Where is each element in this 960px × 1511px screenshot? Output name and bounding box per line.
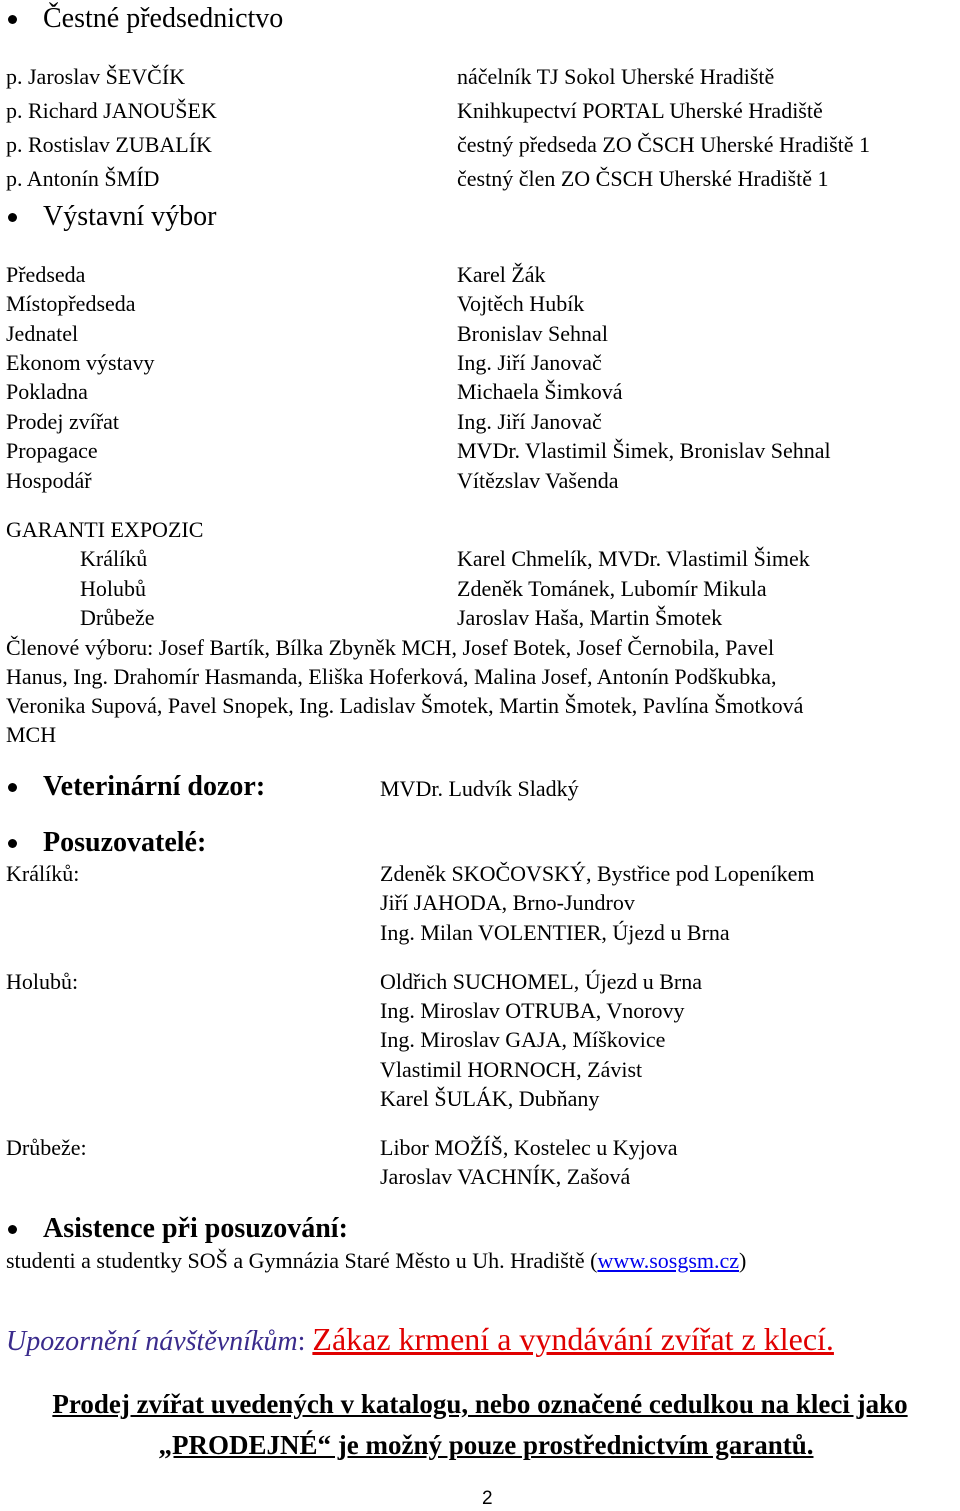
notice-line — [6, 1322, 834, 1359]
judge-name: Jiří JAHODA, Brno-Jundrov — [380, 890, 635, 915]
judge-name: Karel ŠULÁK, Dubňany — [380, 1086, 600, 1111]
committee-role: Předseda — [6, 262, 86, 287]
judge-name: Vlastimil HORNOCH, Závist — [380, 1057, 643, 1082]
honorary-name: p. Richard JANOUŠEK — [6, 98, 217, 123]
page-number: 2 — [482, 1488, 493, 1509]
assistance-text-after: ) — [739, 1248, 747, 1273]
bullet-icon — [8, 1225, 17, 1234]
members-line: MCH — [6, 722, 57, 747]
guarantor-names: Zdeněk Tománek, Lubomír Mikula — [457, 576, 767, 601]
website-link[interactable]: www.sosgsm.cz — [597, 1248, 740, 1273]
judge-name: Zdeněk SKOČOVSKÝ, Bystřice pod Lopeníkem — [380, 861, 815, 886]
committee-member: MVDr. Vlastimil Šimek, Bronislav Sehnal — [457, 438, 831, 463]
honorary-role: Knihkupectví PORTAL Uherské Hradiště — [457, 98, 823, 123]
notice-label: Upozornění návštěvníkům — [6, 1326, 298, 1357]
notice-warning: Zákaz krmení a vyndávání zvířat z klecí. — [312, 1321, 834, 1357]
committee-member: Vojtěch Hubík — [457, 291, 585, 316]
guarantor-category: Holubů — [80, 576, 146, 601]
honorary-role: náčelník TJ Sokol Uherské Hradiště — [457, 64, 775, 89]
judge-name: Oldřich SUCHOMEL, Újezd u Brna — [380, 969, 703, 994]
members-line: Hanus, Ing. Drahomír Hasmanda, Eliška Hoferková, Malina Josef, Antonín Podškubka, — [6, 664, 777, 689]
guarantor-names: Jaroslav Haša, Martin Šmotek — [457, 605, 723, 630]
committee-role: Propagace — [6, 438, 98, 463]
committee-member: Michaela Šimková — [457, 379, 623, 404]
judges-group-label: Drůbeže: — [6, 1135, 87, 1160]
bullet-icon — [8, 15, 17, 24]
judge-name: Ing. Miroslav OTRUBA, Vnorovy — [380, 998, 685, 1023]
judge-name: Jaroslav VACHNÍK, Zašová — [380, 1164, 631, 1189]
members-line: Členové výboru: Josef Bartík, Bílka Zbyněk MCH, Josef Botek, Josef Černobila, Pavel — [6, 635, 775, 660]
guarantor-category: Králíků — [80, 546, 148, 571]
judges-group-label: Holubů: — [6, 969, 79, 994]
honorary-name: p. Antonín ŠMÍD — [6, 166, 160, 191]
assistance-heading: Asistence při posuzování: — [43, 1213, 348, 1244]
vet-heading: Veterinární dozor: — [43, 771, 266, 802]
committee-member: Bronislav Sehnal — [457, 321, 608, 346]
committee-role: Jednatel — [6, 321, 79, 346]
guarantor-category: Drůbeže — [80, 605, 155, 630]
honorary-role: čestný předseda ZO ČSCH Uherské Hradiště 1 — [457, 132, 871, 157]
committee-role: Prodej zvířat — [6, 409, 120, 434]
honorary-name: p. Rostislav ZUBALÍK — [6, 132, 212, 157]
judge-name: Libor MOŽÍŠ, Kostelec u Kyjova — [380, 1135, 678, 1160]
committee-member: Vítězslav Vašenda — [457, 468, 619, 493]
committee-role: Místopředseda — [6, 291, 136, 316]
committee-member: Ing. Jiří Janovač — [457, 350, 602, 375]
notice-colon: : — [297, 1326, 313, 1357]
sale-notice-line2: „PRODEJNÉ“ je možný pouze prostřednictvím garantů. — [158, 1430, 814, 1460]
bullet-icon — [8, 839, 17, 848]
honorary-name: p. Jaroslav ŠEVČÍK — [6, 64, 186, 89]
honorary-heading: Čestné předsednictvo — [43, 3, 284, 34]
committee-member: Karel Žák — [457, 262, 546, 287]
committee-role: Ekonom výstavy — [6, 350, 155, 375]
judges-group-label: Králíků: — [6, 861, 80, 886]
judges-heading: Posuzovatelé: — [43, 827, 207, 858]
honorary-role: čestný člen ZO ČSCH Uherské Hradiště 1 — [457, 166, 829, 191]
committee-role: Pokladna — [6, 379, 88, 404]
assistance-text-before: studenti a studentky SOŠ a Gymnázia Staré Město u Uh. Hradiště ( — [6, 1248, 598, 1273]
judge-name: Ing. Miroslav GAJA, Míškovice — [380, 1027, 666, 1052]
assistance-text — [6, 1249, 746, 1273]
committee-role: Hospodář — [6, 468, 92, 493]
sale-notice-line1: Prodej zvířat uvedených v katalogu, nebo označené cedulkou na kleci jako — [52, 1389, 908, 1419]
bullet-icon — [8, 783, 17, 792]
members-line: Veronika Supová, Pavel Snopek, Ing. Ladislav Šmotek, Martin Šmotek, Pavlína Šmotková — [6, 693, 804, 718]
judge-name: Ing. Milan VOLENTIER, Újezd u Brna — [380, 920, 730, 945]
guarantor-names: Karel Chmelík, MVDr. Vlastimil Šimek — [457, 546, 810, 571]
committee-heading: Výstavní výbor — [43, 201, 217, 232]
guarantors-heading: GARANTI EXPOZIC — [6, 517, 204, 542]
bullet-icon — [8, 213, 17, 222]
vet-name: MVDr. Ludvík Sladký — [380, 776, 579, 801]
committee-member: Ing. Jiří Janovač — [457, 409, 602, 434]
